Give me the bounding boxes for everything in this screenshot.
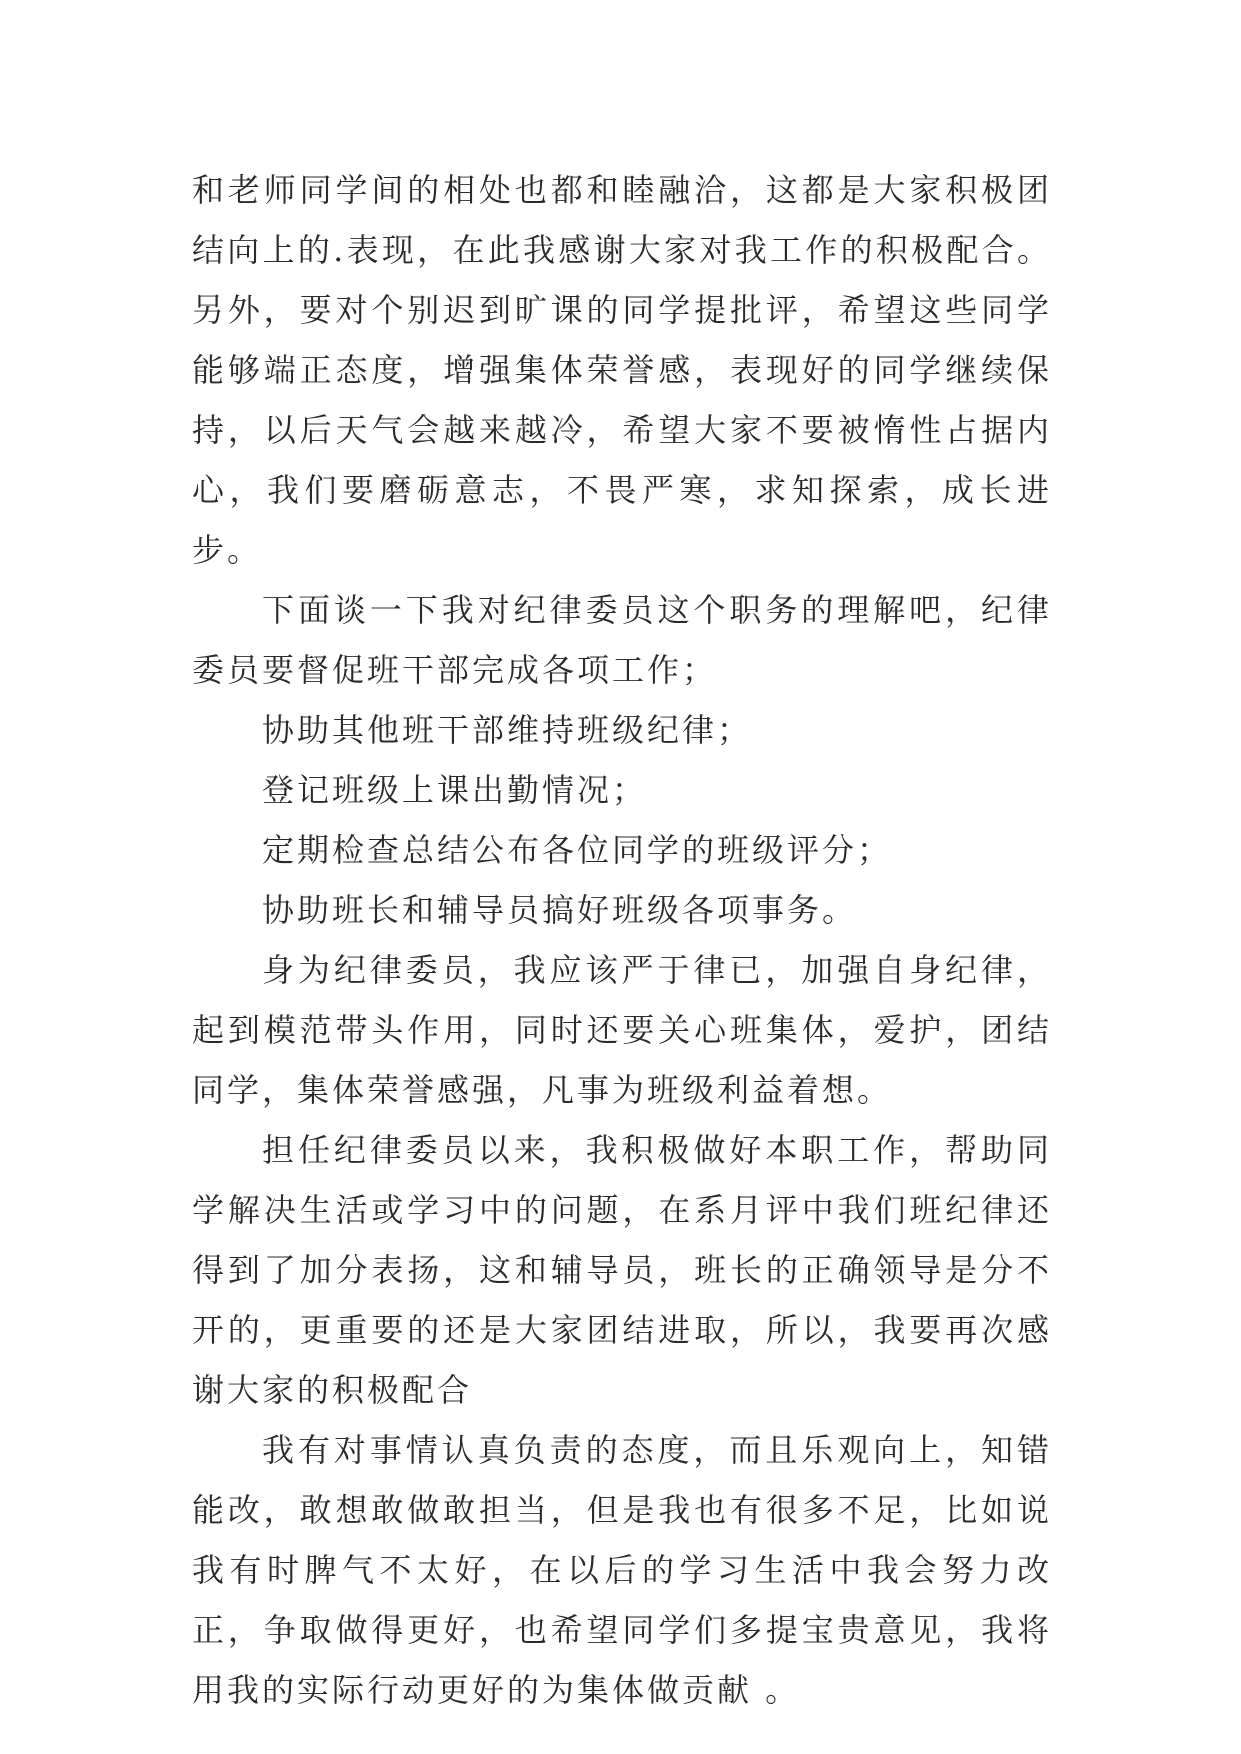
paragraph-4: 登记班级上课出勤情况； (262, 771, 648, 809)
paragraph-7: 身为纪律委员，我应该严于律已，加强自身纪律，起到模范带头作用，同时还要关心班集体，爱护，团结同学，集体荣誉感强，凡事为班级利益着想。 (192, 951, 1052, 1109)
paragraph-6: 协助班长和辅导员搞好班级各项事务。 (262, 891, 858, 929)
paragraph-9: 我有对事情认真负责的态度，而且乐观向上，知错能改，敢想敢做敢担当，但是我也有很多不足，比如说我有时脾气不太好，在以后的学习生活中我会努力改正，争取做得更好，也希望同学们多提宝贵意见，我将用我的实际行动更好的为集体做贡献 。 (192, 1431, 1052, 1709)
paragraph-5: 定期检查总结公布各位同学的班级评分； (262, 831, 893, 869)
paragraph-1: 和老师同学间的相处也都和睦融洽，这都是大家积极团结向上的.表现，在此我感谢大家对我工作的积极配合。另外，要对个别迟到旷课的同学提批评，希望这些同学能够端正态度，增强集体荣誉感，表现好的同学继续保持，以后天气会越来越冷，希望大家不要被惰性占据内心，我们要磨砺意志，不畏严寒，求知探索，成长进步。 (192, 171, 1052, 569)
paragraph-3: 协助其他班干部维持班级纪律； (262, 711, 753, 749)
document-body (192, 160, 1052, 1720)
paragraph-2: 下面谈一下我对纪律委员这个职务的理解吧，纪律委员要督促班干部完成各项工作； (192, 591, 1052, 689)
paragraph-8: 担任纪律委员以来，我积极做好本职工作，帮助同学解决生活或学习中的问题，在系月评中我们班纪律还得到了加分表扬，这和辅导员，班长的正确领导是分不开的，更重要的还是大家团结进取，所以，我要再次感谢大家的积极配合 (192, 1131, 1052, 1409)
